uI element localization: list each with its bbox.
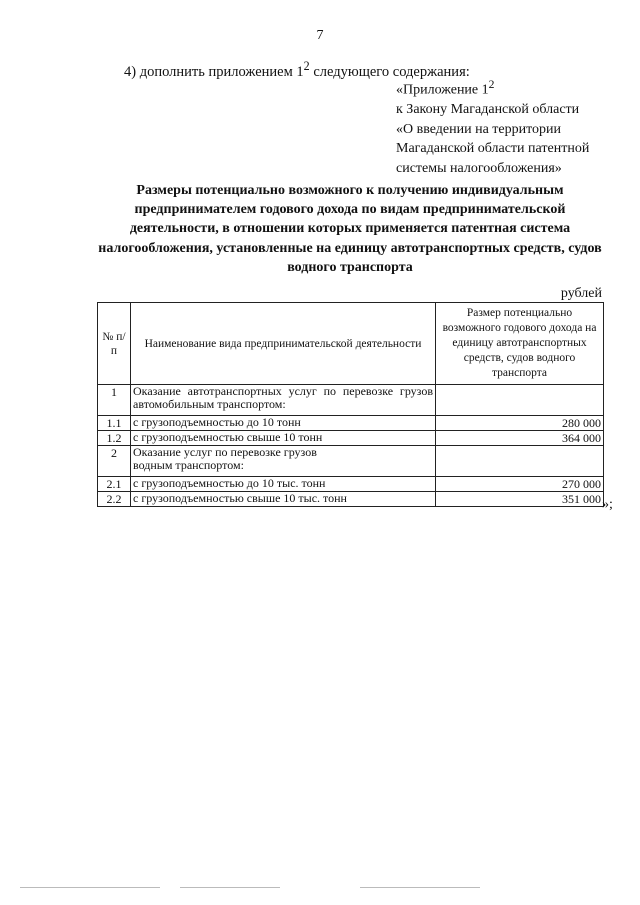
income-table bbox=[97, 302, 604, 507]
header-income-size: Размер потенциально возможного годового дохода на единицу автотранспортных средств, судов водного транспорта bbox=[436, 303, 604, 385]
document-title: Размеры потенциально возможного к получению индивидуальным предпринимателем годового дохода по видам предпринимательской деятельности, в отношении которых применяется патентная система налогообложения, установленные на единицу автотранспортных средств, судов водного транспорта bbox=[98, 183, 602, 275]
row-number: 1.2 bbox=[98, 431, 131, 446]
page-number: 7 bbox=[316, 28, 324, 43]
footer-divider bbox=[180, 887, 280, 888]
table-row bbox=[98, 477, 604, 492]
row-value: 280 000 bbox=[436, 416, 604, 431]
row-activity-name: Оказание автотранспортных услуг по перевозке грузов автомобильным транспортом: bbox=[131, 385, 436, 416]
row-number: 1 bbox=[98, 385, 131, 416]
table-row bbox=[98, 492, 604, 507]
table-row bbox=[98, 431, 604, 446]
appendix-line-5: системы налогообложения» bbox=[396, 160, 562, 176]
row-number: 2.1 bbox=[98, 477, 131, 492]
closing-quote: »; bbox=[602, 497, 613, 512]
row-number: 1.1 bbox=[98, 416, 131, 431]
row-activity-name: с грузоподъемностью до 10 тыс. тонн bbox=[131, 477, 436, 492]
row-activity-name: с грузоподъемностью до 10 тонн bbox=[131, 416, 436, 431]
row-value: 364 000 bbox=[436, 431, 604, 446]
footer-divider bbox=[20, 887, 160, 888]
intro-superscript: 2 bbox=[303, 59, 310, 73]
unit-label: рублей bbox=[560, 286, 602, 301]
table-header-row bbox=[98, 303, 604, 385]
row-value bbox=[436, 385, 604, 416]
footer-divider bbox=[360, 887, 480, 888]
row-value: 270 000 bbox=[436, 477, 604, 492]
appendix-superscript: 2 bbox=[488, 78, 495, 91]
header-number: № п/п bbox=[98, 303, 131, 385]
appendix-line-4: Магаданской области патентной bbox=[396, 141, 590, 157]
header-activity-name: Наименование вида предпринимательской деятельности bbox=[131, 303, 436, 385]
row-number: 2 bbox=[98, 446, 131, 477]
table-row bbox=[98, 416, 604, 431]
appendix-reference bbox=[396, 75, 589, 178]
row-value bbox=[436, 446, 604, 477]
row-activity-name: с грузоподъемностью свыше 10 тыс. тонн bbox=[131, 492, 436, 507]
appendix-line-2: к Закону Магаданской области bbox=[396, 102, 580, 118]
intro-text-after: следующего содержания: bbox=[309, 63, 470, 80]
appendix-line-1: «Приложение $1^2$ bbox=[396, 78, 495, 98]
row-number: 2.2 bbox=[98, 492, 131, 507]
row-value: 351 000 bbox=[436, 492, 604, 507]
intro-text: 4) дополнить приложением 1 bbox=[124, 63, 304, 80]
row-activity-name: с грузоподъемностью свыше 10 тонн bbox=[131, 431, 436, 446]
table-row bbox=[98, 446, 604, 477]
appendix-line-3: «О введении на территории bbox=[396, 121, 562, 137]
table-row bbox=[98, 385, 604, 416]
row-activity-name: Оказание услуг по перевозке грузов водным транспортом: bbox=[131, 446, 436, 477]
